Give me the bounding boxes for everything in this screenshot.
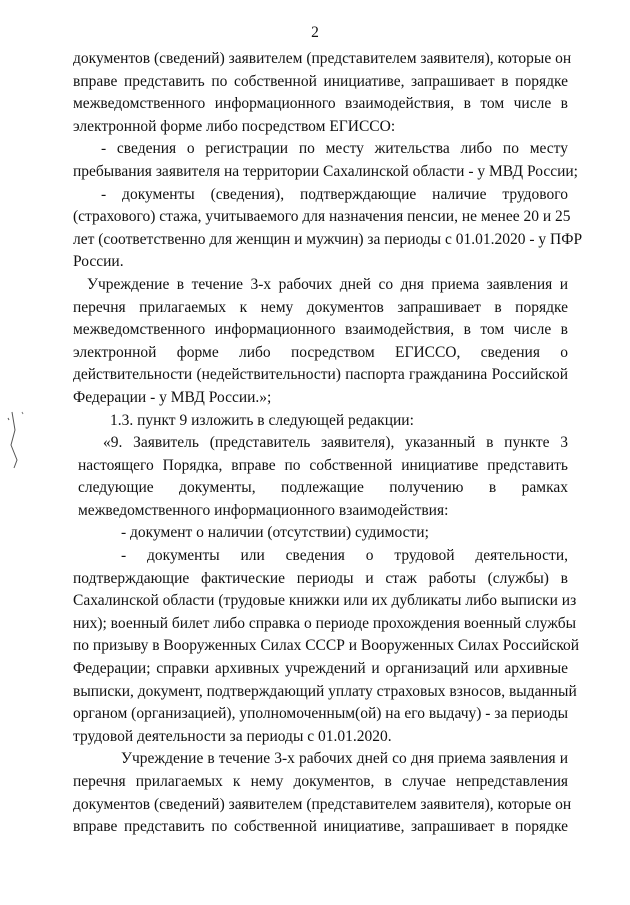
text-line: - документы или сведения о трудовой деятельности, (121, 547, 568, 565)
text-line: вправе представить по собственной инициативе, запрашивает в порядке (73, 72, 568, 90)
text-line: выписки, документ, подтверждающий уплату страховых взносов, выданный (73, 682, 577, 700)
text-line: пребывания заявителя на территории Сахалинской области - у МВД России; (73, 162, 578, 180)
text-line: России. (73, 253, 124, 271)
text-line: - сведения о регистрации по месту жительства либо по месту (101, 140, 568, 158)
page-number: 2 (311, 24, 319, 41)
text-line: Учреждение в течение 3-х рабочих дней со дня приема заявления и (87, 275, 568, 293)
text-line: межведомственного информационного взаимодействия: (78, 501, 449, 519)
text-line: - документы (сведения), подтверждающие наличие трудового (101, 185, 568, 203)
text-line: лет (соответственно для женщин и мужчин) за периоды с 01.01.2020 - у ПФР (73, 230, 583, 248)
text-line: настоящего Порядка, вправе по собственной инициативе представить (78, 456, 568, 474)
text-line: перечня прилагаемых к нему документов, в случае непредставления (73, 773, 568, 790)
text-line: межведомственного информационного взаимодействия, в том числе в (73, 95, 568, 113)
document-body (73, 48, 583, 839)
text-line: (страхового) стажа, учитываемого для назначения пенсии, не менее 20 и 25 (73, 208, 571, 226)
text-line: 1.3. пункт 9 изложить в следующей редакции: (110, 411, 414, 429)
text-line: документов (сведений) заявителем (представителем заявителя), которые он (73, 50, 572, 67)
text-line: трудовой деятельности за периоды с 01.01.2020. (73, 727, 392, 745)
text-line: Федерации - у МВД России.»; (73, 388, 272, 406)
text-line: электронной форме либо посредством ЕГИССО, сведения о (73, 343, 568, 361)
text-line: перечня прилагаемых к нему документов запрашивает в порядке (73, 298, 568, 316)
text-line: подтверждающие фактические периоды и стаж работы (службы) в (73, 569, 568, 587)
text-line: - документ о наличии (отсутствии) судимости; (121, 524, 429, 542)
text-line: межведомственного информационного взаимодействия, в том числе в (73, 321, 568, 339)
text-line: по призыву в Вооруженных Силах СССР и Вооруженных Силах Российской (73, 637, 580, 655)
text-line: вправе представить по собственной инициативе, запрашивает в порядке (73, 818, 568, 836)
text-line: Сахалинской области (трудовые книжки или их дубликаты либо выписки из (73, 592, 577, 610)
scan-artifact-mark (2, 410, 26, 470)
text-line: них); военный билет либо справка о периоде прохождения военный службы (73, 614, 577, 632)
text-line: Федерации; справки архивных учреждений и организаций или архивные (73, 660, 568, 678)
text-line: органом (организацией), уполномоченным(ой) на его выдачу) - за периоды (73, 705, 569, 723)
text-line: документов (сведений) заявителем (представителем заявителя), которые он (73, 795, 572, 813)
text-line: электронной форме либо посредством ЕГИССО: (73, 117, 396, 135)
text-line: действительности (недействительности) паспорта гражданина Российской (73, 366, 568, 384)
text-line: следующие документы, подлежащие получению в рамках (78, 479, 568, 497)
text-line: Учреждение в течение 3-х рабочих дней со дня приема заявления и (121, 750, 568, 768)
text-line: «9. Заявитель (представитель заявителя), указанный в пункте 3 (103, 434, 568, 452)
